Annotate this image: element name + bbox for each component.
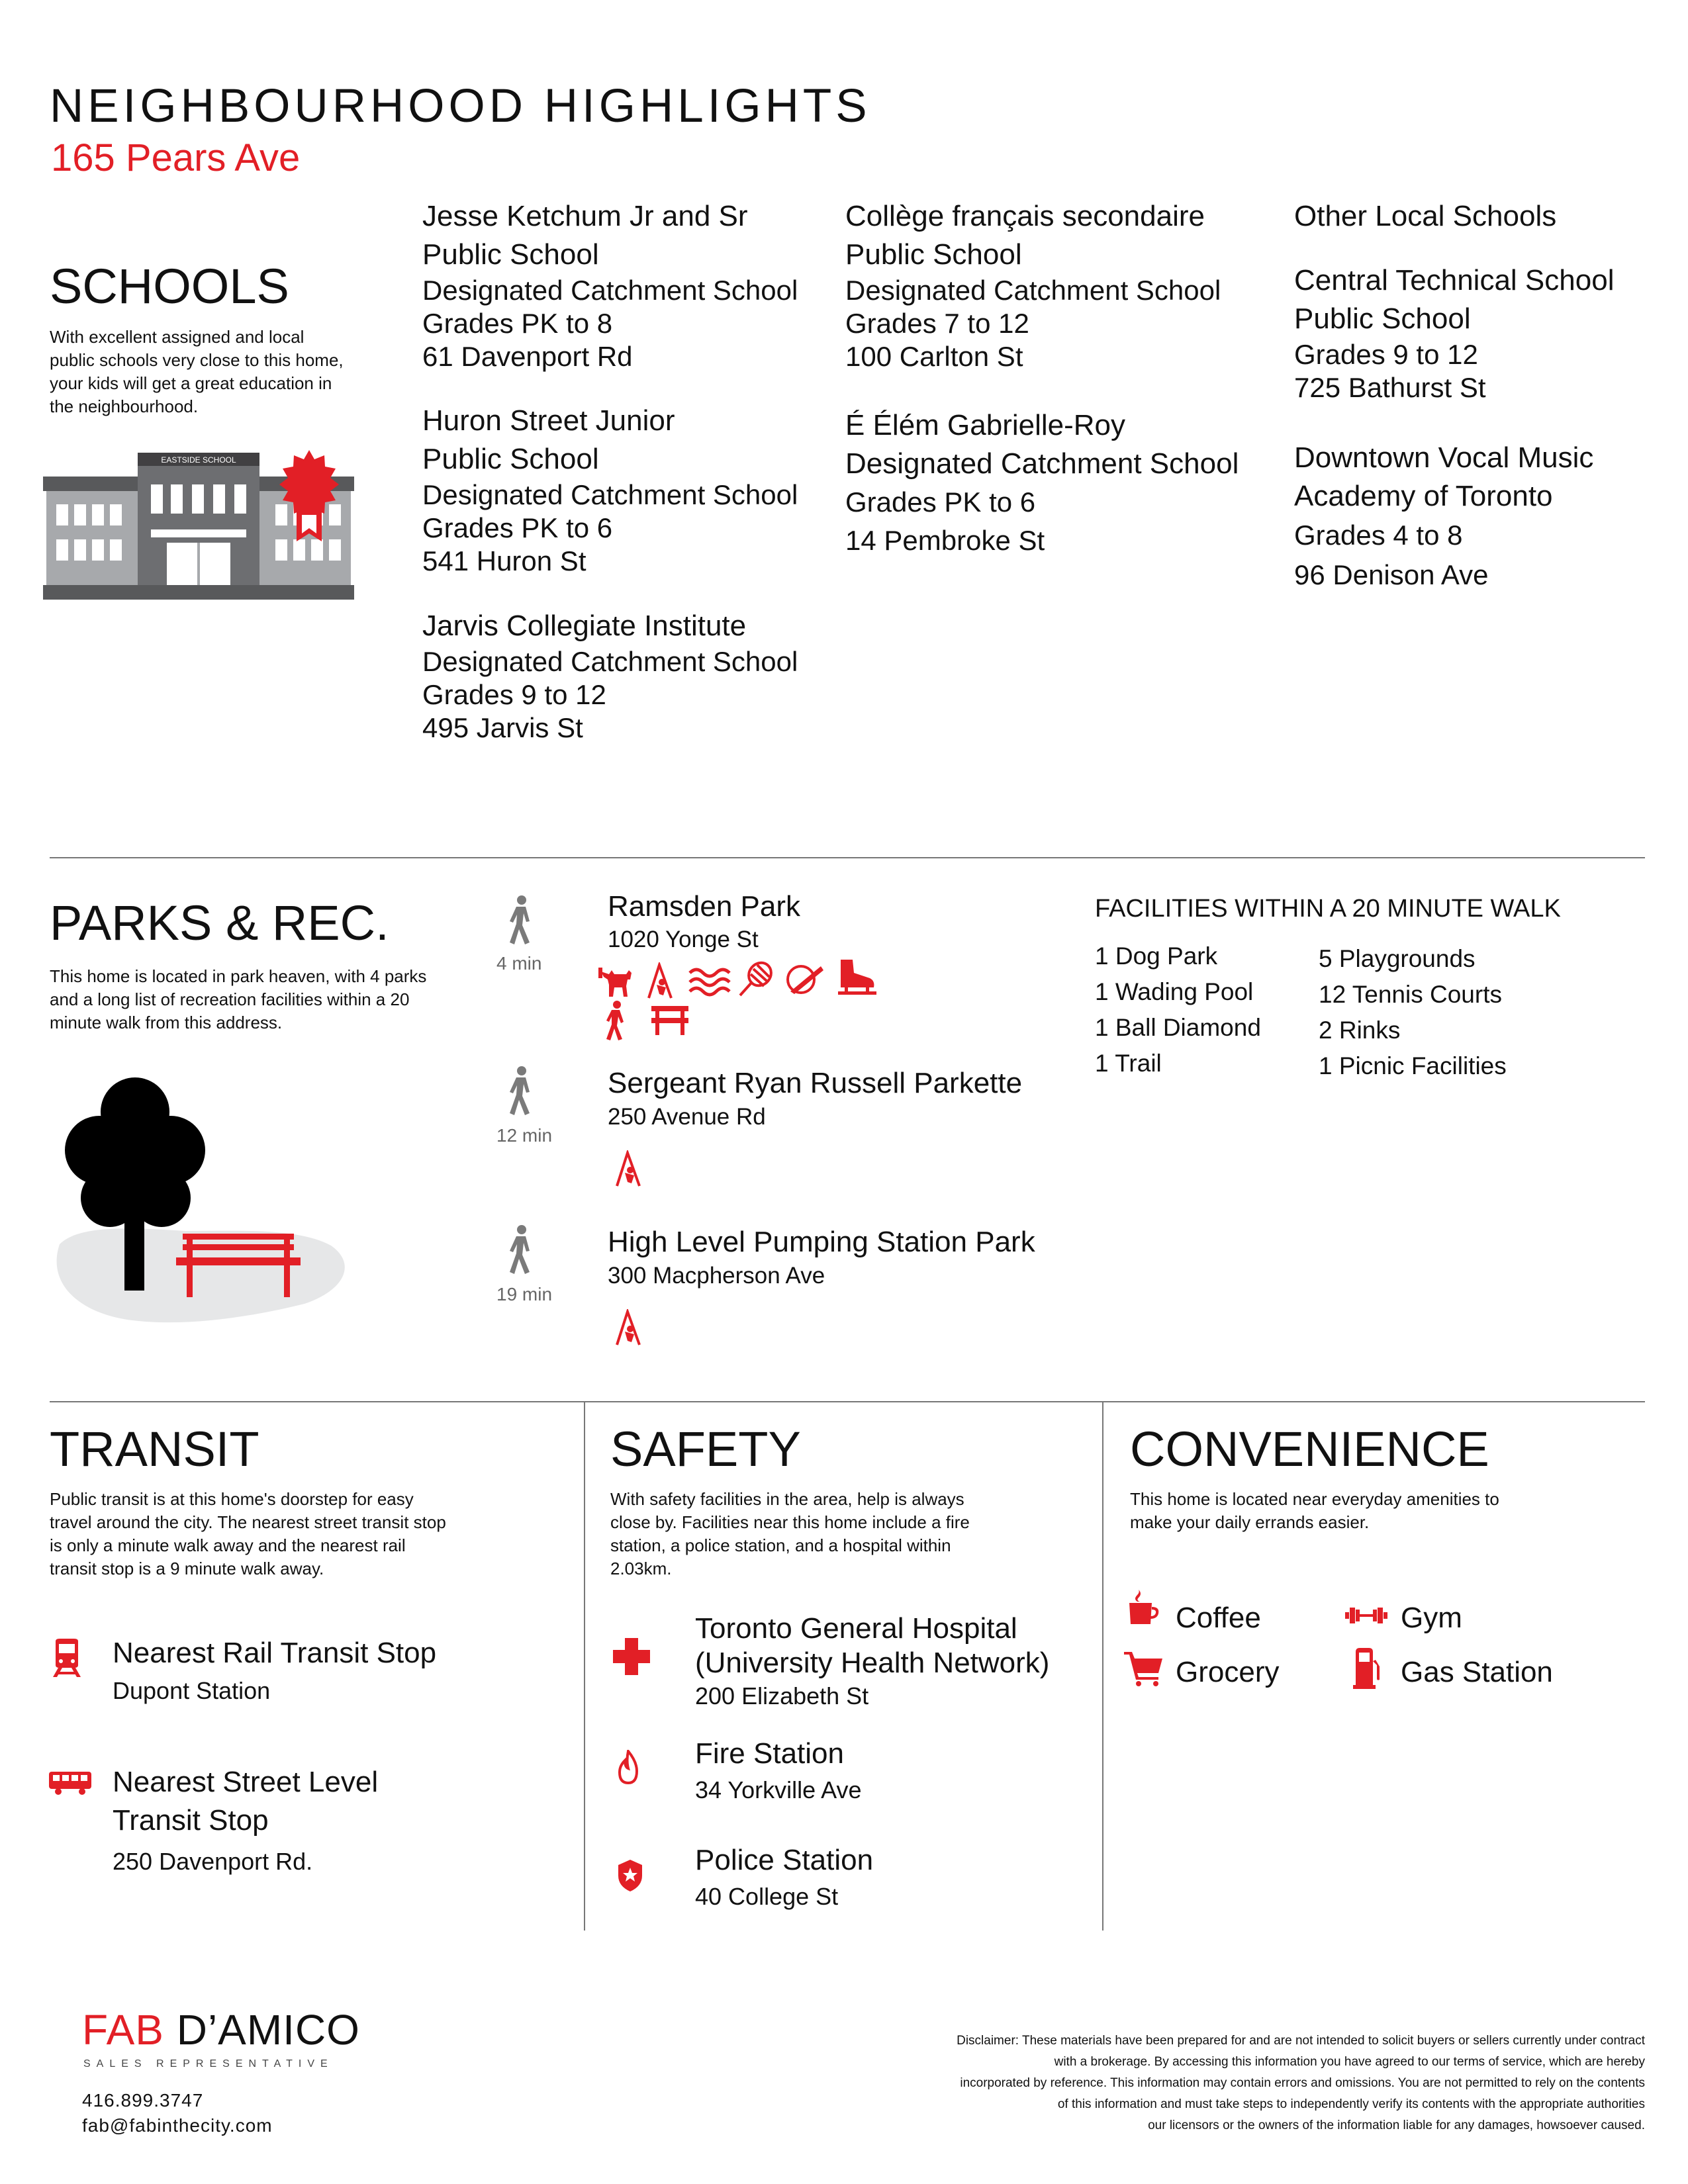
facility-item: 2 Rinks [1319,1017,1401,1044]
transit-title: TRANSIT [50,1422,259,1477]
facilities-heading: FACILITIES WITHIN A 20 MINUTE WALK [1095,895,1561,923]
school-name: Central Technical School [1294,264,1615,296]
other-schools-heading: Other Local Schools [1294,200,1557,232]
school-huron-street [422,402,798,578]
school-grades: Grades PK to 6 [845,486,1036,518]
school-type: Designated Catchment School [845,447,1239,480]
coffee-cup-icon [1127,1588,1161,1627]
disclaimer-line: with a brokerage. By accessing this information you have agreed to our terms of service, which are hereby [1054,2055,1645,2069]
disclaimer [675,2030,1645,2136]
grocery-cart-icon [1124,1651,1164,1686]
school-type: Designated Catchment School [422,479,798,510]
school-building-illustration [40,443,357,602]
divider-schools-parks [50,857,1645,858]
school-type: Designated Catchment School [422,646,798,677]
picnic-icon [650,1005,690,1036]
agent-email[interactable]: fab@fabinthecity.com [82,2115,273,2136]
disclaimer-line: incorporated by reference. This information may contain errors and omissions. You are not permitted to rely on the contents [960,2076,1645,2090]
disclaimer-line: our licensors or the owners of the information liable for any damages, howsoever caused. [1148,2118,1645,2132]
school-grades: Grades 4 to 8 [1294,520,1463,551]
school-name: Downtown Vocal Music [1294,441,1594,474]
walking-person-icon [504,1066,538,1116]
school-name: Collège français secondaire [845,200,1205,232]
school-grades: Grades 9 to 12 [422,679,606,710]
school-college-francais [845,197,1221,373]
school-address: 100 Carlton St [845,341,1023,372]
convenience-description: This home is located near everyday amenities to make your daily errands easier. [1130,1489,1499,1532]
schools-description: With excellent assigned and local public schools very close to this home, your kids will get a great education in the neighbourhood. [50,327,344,416]
park-name: High Level Pumping Station Park [608,1226,1035,1258]
park-name: Ramsden Park [608,890,801,923]
walking-person-icon [504,895,538,945]
school-name: Huron Street Junior [422,404,675,437]
park-name: Sergeant Ryan Russell Parkette [608,1067,1023,1099]
trail-icon [602,1001,632,1040]
playground-icon [612,1309,645,1346]
hospital-name-line2: (University Health Network) [695,1647,1050,1679]
school-address: 61 Davenport Rd [422,341,633,372]
hospital-cross-icon [612,1637,651,1676]
agent-role: SALES REPRESENTATIVE [83,2058,334,2070]
park-address: 250 Avenue Rd [608,1104,766,1130]
parks-description: This home is located in park heaven, with 4 parks and a long list of recreation facilities within a 20 minute walk from this address. [50,966,427,1032]
grocery-label: Grocery [1176,1656,1280,1688]
school-name: É Élém Gabrielle-Roy [845,409,1126,441]
property-address: 165 Pears Ave [51,136,301,179]
coffee-label: Coffee [1176,1602,1261,1634]
agent-name-first: FAB [82,2006,164,2054]
park-tree-bench-illustration [53,1072,357,1343]
police-badge-icon [616,1858,645,1893]
agent-name-last: D’AMICO [164,2006,360,2054]
facility-item: 1 Picnic Facilities [1319,1052,1507,1079]
school-name: Public School [1294,302,1471,335]
facility-item: 1 Dog Park [1095,942,1218,970]
school-address: 96 Denison Ave [1294,559,1489,590]
facility-item: 1 Wading Pool [1095,978,1254,1005]
streetcar-icon [49,1769,91,1796]
school-grades: Grades PK to 6 [422,512,613,543]
school-grades: Grades 7 to 12 [845,308,1029,339]
facilities-list-left [1095,938,1261,1081]
police-station-address: 40 College St [695,1883,839,1910]
school-grades: Grades 9 to 12 [1294,339,1478,370]
facility-item: 1 Ball Diamond [1095,1014,1261,1041]
school-gabrielle-roy [845,406,1239,560]
walking-person-icon [504,1224,538,1275]
school-jesse-ketchum [422,197,798,373]
school-name: Public School [422,238,599,271]
transit-description: Public transit is at this home's doorstep for easy travel around the city. The nearest street transit stop is only a minute walk away and the nearest rail transit stop is a 9 minute walk away. [50,1489,446,1578]
rail-transit-label: Nearest Rail Transit Stop [113,1637,437,1669]
school-central-technical [1294,261,1614,404]
school-type: Designated Catchment School [845,275,1221,306]
school-name: Jarvis Collegiate Institute [422,610,747,642]
rink-icon [835,958,879,999]
wading-pool-icon [688,965,732,998]
safety-description: With safety facilities in the area, help is always close by. Facilities near this home include a fire station, a police station, and a hospital within 2.03km. [610,1489,970,1578]
street-transit-stop: 250 Davenport Rd. [113,1848,313,1875]
walk-time: 19 min [496,1284,553,1304]
gym-label: Gym [1401,1602,1462,1634]
gas-pump-icon [1352,1648,1381,1689]
hospital-name-line1: Toronto General Hospital [695,1612,1017,1645]
safety-title: SAFETY [610,1422,801,1477]
divider-parks-transit [50,1401,1645,1402]
school-type: Designated Catchment School [422,275,798,306]
hospital-address: 200 Elizabeth St [695,1682,869,1709]
walk-time: 4 min [496,953,542,974]
playground-icon [643,962,677,999]
school-name: Public School [422,443,599,475]
ball-diamond-icon [785,961,825,998]
school-name: Public School [845,238,1022,271]
school-address: 541 Huron St [422,545,586,576]
gas-station-label: Gas Station [1401,1656,1553,1688]
school-sign-text: EASTSIDE SCHOOL [161,455,236,465]
school-grades: Grades PK to 8 [422,308,613,339]
school-address: 495 Jarvis St [422,712,583,743]
facility-item: 5 Playgrounds [1319,945,1476,972]
fire-flame-icon [617,1750,639,1784]
street-transit-label-line1: Nearest Street Level [113,1766,379,1798]
parks-title: PARKS & REC. [50,895,389,950]
fire-station-address: 34 Yorkville Ave [695,1776,862,1803]
page-title: NEIGHBOURHOOD HIGHLIGHTS [50,80,871,132]
playground-icon [612,1150,645,1187]
school-downtown-vocal [1294,439,1593,595]
walk-time: 12 min [496,1125,553,1146]
school-address: 14 Pembroke St [845,525,1045,556]
divider-safety-convenience [1102,1401,1103,1931]
park-address: 1020 Yonge St [608,927,759,952]
disclaimer-line: of this information and must take steps to independently verify its contents with the appropriate authorities [1057,2097,1645,2111]
tennis-icon [736,960,776,999]
school-name: Academy of Toronto [1294,480,1553,512]
school-name: Jesse Ketchum Jr and Sr [422,200,748,232]
agent-phone[interactable]: 416.899.3747 [82,2090,204,2111]
facility-item: 1 Trail [1095,1050,1162,1077]
dog-icon [597,965,634,998]
disclaimer-line: Disclaimer: These materials have been prepared for and are not intended to solicit buyers or sellers currently under contract [957,2034,1645,2048]
facility-item: 12 Tennis Courts [1319,981,1502,1008]
school-address: 725 Bathurst St [1294,372,1486,403]
park-address: 300 Macpherson Ave [608,1263,825,1289]
divider-transit-safety [584,1401,585,1931]
convenience-title: CONVENIENCE [1130,1422,1489,1477]
rail-transit-station: Dupont Station [113,1677,271,1704]
street-transit-label-line2: Transit Stop [113,1804,269,1837]
fire-station-name: Fire Station [695,1737,844,1770]
police-station-name: Police Station [695,1844,874,1876]
agent-logo [82,2005,360,2054]
schools-title: SCHOOLS [50,259,289,314]
facilities-list-right [1319,941,1507,1084]
school-jarvis-collegiate [422,607,798,745]
train-icon [52,1639,82,1677]
gym-dumbbell-icon [1345,1606,1387,1625]
